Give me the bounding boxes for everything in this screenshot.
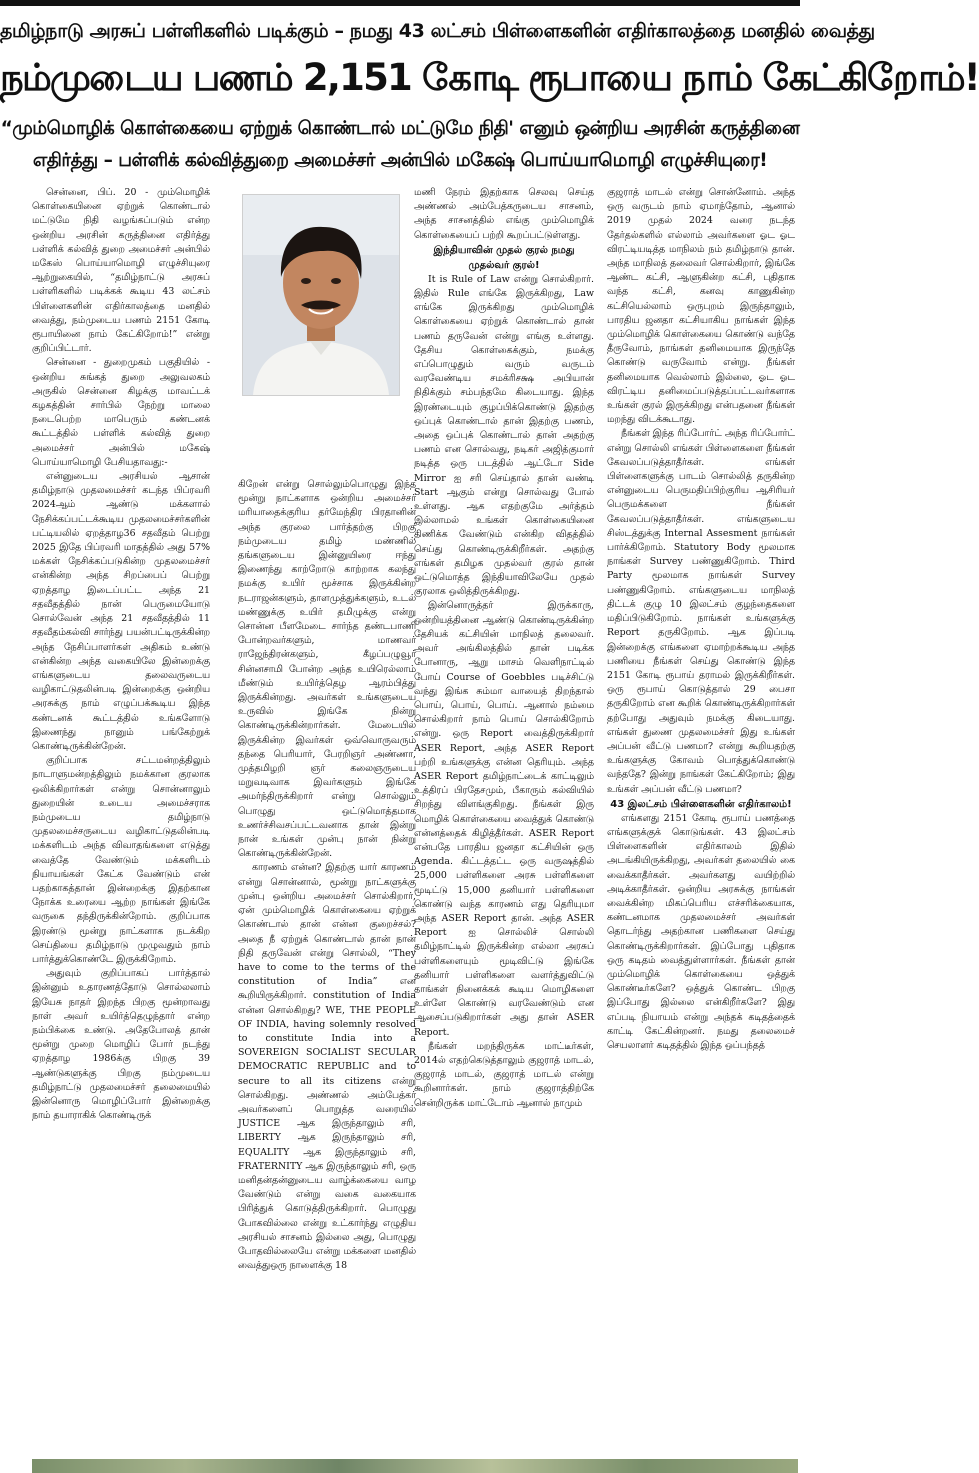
paragraph: இன்னொருத்தர் இருக்காரு, ஒன்றியத்தினை ஆண்டு கொண்டிருக்கின்ற தேசியக் கட்சியின் மாநிலத் தலைவர். அவர் அங்கிலத்தில் தான் படிக்க போனாரு, ஆறு மாசம் வெளிநாட்டில் போய் Course of Goebbles படிச்சிட்டு வந்து இங்க சும்மா வாயைத் திறந்தால் பொய், பொய், பொய். ஆனால் நம்மை சொல்கிறார் நாம் பொய் சொல்கிறோம் என்று. ஒரு Report வைத்திருக்கிறார் ASER Report, அந்த ASER Report பற்றி உங்களுக்கு என்ன தெரியும். அந்த ASER Report தமிழ்நாட்டைக் காட்டிலும் உத்திரப் பிரதேசமும், பீகாரும் கல்வியில் சிறந்து விளங்குகிறது. நீங்கள் இரு மொழிக் கொள்கையை வைத்துக் கொண்டு என்னத்தைக் கிழித்தீர்கள். ASER Report என்பதே பாரதிய ஜனதா கட்சியின் ஒரு Agenda. கிட்டத்தட்ட ஒரு வருஷத்தில் 25,000 பள்ளிகளை அரசு பள்ளிகளை மூடிட்டு 15,000 தனியார் பள்ளிகளை கொண்டு வந்த காரணம் எது தெரியுமா அந்த ASER Report தான். அந்த ASER Report ஐ சொல்லிச் சொல்லி தமிழ்நாட்டில் இருக்கின்ற எல்லா அரசுப் பள்ளிகளையும் மூடிவிட்டு இங்கே தனியார் பள்ளிகளை வளர்த்துவிட்டு தாங்கள் நினைக்கக் கூடிய மொழிகளை உள்ளே கொண்டு வரவேண்டும் என ஆசைப்படுகிறார்கள் அது தான் ASER Report.: [414, 600, 594, 1038]
paragraph: கிறேன் என்று சொல்லும்பொழுது இந்த மூன்று நாட்களாக ஒன்றிய அமைச்சர் மரியாதைக்குரிய தர்மேந்திர பிரதானின் அந்த குரலை பார்த்தற்கு பிறகு நம்முடைய தமிழ் மண்ணில் தங்களுடைய இன்னுயிரை ஈந்து இணைந்து காற்றோடு காற்றாக கலந்து நமக்கு உயிர் மூச்சாக இருக்கின்ற நடராஜன்களும், தாளமுத்துக்களும், உடல் மண்ணுக்கு உயிர் தமிழுக்கு என்று சொன்ன பீளமேடை சார்ந்த தண்டபாணி போன்றவர்களும், மாணவர் ராஜேந்திரன்களும், கீழப்பழுவூர் சின்னசாமி போன்ற அந்த உயிரெல்லாம் மீண்டும் உயிர்த்தெழ ஆரம்பித்து இருக்கின்றது. அவர்கள் உங்களுடைய உருவில் இங்கே நின்று கொண்டிருக்கின்றார்கள். மேடையில் இருக்கின்ற இவர்கள் ஒவ்வொருவரும் தந்தை பெரியார், பேரறிஞர் அண்ணா, முத்தமிழறி ஞர் கலைஞருடைய மறுவடிவாக இவர்களும் இங்கே அமர்ந்திருக்கிறார் என்று சொல்லும் பொழுது ஒட்டுமொத்தமாக உணர்ச்சிவசப்பட்டவனாக தான் இன்று நான் உங்கள் முன்பு நான் நின்று கொண்டிருக்கின்றேன்.: [238, 479, 416, 860]
paragraph: சென்னை - துறைமுகம் பகுதியில் - ஒன்றிய சுங்கத் துறை அலுவலகம் அருகில் சென்னை கிழக்கு மாவட்டக் கழகத்தின் சார்பில் நேற்று மாலை நடைபெற்ற மாபெரும் கண்டனக் கூட்டத்தில் பள்ளிக் கல்வித் துறை அமைச்சர் அன்பில் மகேஷ் பொய்யாமொழி பேசியதாவது:-: [32, 357, 210, 468]
subheadline-line-2: எதிர்த்து – பள்ளிக் கல்வித்துறை அமைச்சர் அன்பில் மகேஷ் பொய்யாமொழி எழுச்சியுரை!: [32, 150, 768, 171]
article-body: [32, 186, 798, 1456]
top-rule: [0, 0, 800, 6]
paragraph: நீங்கள் மறந்திருக்க மாட்டீர்கள், 2014ல் எதற்கெடுத்தாலும் குஜராத் மாடல், குஜராத் மாடல், குஜராத் மாடல் என்று கூறினார்கள். நாம் குஜராத்திற்கே சென்றிருக்க மாட்டோம் ஆனால் நாமும்: [414, 1040, 594, 1109]
column-4: [607, 186, 795, 1456]
paragraph: It is Rule of Law என்று சொல்கிறார். இதில் Rule எங்கே இருக்கிறது, Law எங்கே இருக்கிறது மும்மொழிக் கொள்கையை ஏற்றுக் கொண்டால் தான் பணம் தருவேன் என்று எங்கு உள்ளது. தேசிய கொள்கைக்கும், நமக்கு எப்பொழுதும் வரும் வருடம் வரவேண்டிய சமக்ரிசக்ஷ அபியான் நிதிக்கும் சம்பந்தமே கிடையாது. இந்த இரண்டையும் குழப்பிக்கொண்டு இதற்கு ஒப்புக் கொண்டால் தான் இதற்கு பணம், அதை ஒப்புக் கொண்டால் தான் அதற்கு பணம் என சொல்வது, நடிகர் அஜித்குமார் நடித்த ஒரு படத்தில் ஆட்டோ Side Mirror ஐ சரி செய்தால் தான் வண்டி Start ஆகும் என்று சொல்வது போல் உள்ளது. ஆக எதற்குமே அர்த்தம் இல்லாமல் உங்கள் கொள்கையினை திணிக்க வேண்டும் என்கிற விதத்தில் செய்து கொண்டிருக்கிறீர்கள். அதற்கு எங்கள் தமிழக முதல்வர் குரல் தான் ஒட்டுமொத்த இந்தியாவிலேயே முதல் குரலாக ஒலித்திருக்கிறது.: [414, 273, 594, 598]
paragraph: மணி நேரம் இதற்காக செலவு செய்த அண்ணல் அம்பேத்கருடைய சாசனம், அந்த சாசனத்தில் எங்கு மும்மொழிக் கொள்கையைப் பற்றி கூறப்பட்டுள்ளது.: [414, 187, 594, 241]
headline: நம்முடைய பணம் 2,151 கோடி ரூபாயை நாம் கேட்கிறோம்!: [0, 56, 979, 99]
paragraph: எங்களது 2151 கோடி ரூபாய் பணத்தை எங்களுக்குக் கொடுங்கள். 43 இலட்சம் பிள்ளைகளின் எதிர்காலம் இதில் அடங்கியிருக்கிறது, அவர்கள் தலையில் கை வைக்காதீர்கள். அவர்களது வயிற்றில் அடிக்காதீர்கள். ஒன்றிய அரசுக்கு நாங்கள் வைக்கின்ற மிகப்பெரிய எச்சரிக்கையாக, கண்டனமாக முதலமைச்சர் அவர்கள் தொடர்ந்து அதற்கான பணிகளை செய்து கொண்டிருக்கிறார்கள். இப்போது புதிதாக ஒரு கடிதம் வைத்துள்ளார்கள். நீங்கள் தான் மும்மொழிக் கொள்கையை ஒத்துக் கொண்டீர்களே? ஒத்துக் கொண்ட பிறகு இப்போது இல்லை என்கிறீர்களே? இது எப்படி நியாயம் என்று அந்தக் கடிதத்தைக் காட்டி கேட்கின்றனர். நமது தலைமைச் செயலாளர் கடிதத்தில் இந்த ஒப்பந்தத்: [607, 812, 795, 1051]
paragraph: அதுவும் குறிப்பாகப் பார்த்தால் இன்னும் உதாரணத்தோடு சொல்லலாம் இயேசு நாதர் இறந்த பிறகு மூன்றாவது நாள் அவர் உயிர்த்தெழுந்தார் என்ற நம்பிக்கை உண்டு. அதேபோலத் தான் மூன்று முறை மொழிப் போர் நடந்து ஏறத்தாழ 1986க்கு பிறகு 39 ஆண்டுகளுக்கு பிறகு நம்முடைய தமிழ்நாட்டு முதலமைச்சர் தலைமையில் இன்னொரு மொழிப்போர் இன்றைக்கு நாம் தயாராகிக் கொண்டிருக்: [32, 968, 210, 1122]
column-2: [238, 186, 416, 1456]
column-2-text: [238, 478, 416, 1273]
paragraph: குறிப்பாக சட்டமன்றத்திலும் நாடாளுமன்றத்திலும் நமக்கான குரலாக ஒலிக்கிறார்கள் என்று சொன்னாலும் துறையின் உடைய அமைச்சராக நம்முடைய தமிழ்நாடு முதலமைச்சருடைய வழிகாட்டுதலின்படி மக்களிடம் அந்த விவாதங்களை எடுத்து வைத்தே வேண்டும் மக்களிடம் நியாயங்கள் கேட்க வேண்டும் என் பதற்காகத்தான் இன்றைக்கு இதற்கான நோக்க உரையை ஆற்ற நாங்கள் இங்கே வருகை தந்திருக்கின்றோம். குறிப்பாக இரண்டு மூன்று நாட்களாக நடக்கிற செய்தியை தமிழ்நாடு முழுவதும் நாம் பார்த்துக்கொண்டே இருக்கிறோம்.: [32, 755, 210, 965]
paragraph: நீங்கள் இந்த ரிப்போர்ட் அந்த ரிப்போர்ட் என்று சொல்லி எங்கள் பிள்ளைகளை நீங்கள் கேவலப்படுத்தாதீர்கள். எங்கள் பிள்ளைகளுக்கு பாடம் சொல்லித் தருகின்ற என்னுடைய பெருமதிப்பிற்குரிய ஆசிரியர் பெருமக்களை நீங்கள் கேவலப்படுத்தாதீர்கள். எங்களுடைய சிஸ்டத்துக்கு Internal Assesment நாங்கள் பார்க்கிறோம். Statutory Body மூலமாக நாங்கள் Survey பண்ணுகிறோம். Third Party மூலமாக நாங்கள் Survey பண்ணுகிறோம். எங்களுடைய மாநிலத் திட்டக் குழு 10 இலட்சம் குழந்தைகளை மதிப்பிடுகிறோம். நாங்கள் உங்களுக்கு Report தருகிறோம். ஆக இப்படி இன்றைக்கு எங்களை ஏமாற்றக்கூடிய அந்த பணியை நீங்கள் செய்து கொண்டு இந்த 2151 கோடி ரூபாய் தராமல் இருக்கிறீர்கள். ஒரு ரூபாய் கொடுத்தால் 29 பைசா தருகிறோம் என கூறிக் கொண்டிருக்கிறார்கள் தற்போது அதுவும் நமக்கு கிடையாது. எங்கள் துணை முதலமைச்சர் இது உங்கள் அப்பன் வீட்டு பணமா? என்று கூறியதற்கு உங்களுக்கு கோவம் பொத்துக்கொண்டு வந்ததே? இன்று நாங்கள் கேட்கிறோம்; இது உங்கள் அப்பன் வீட்டு பணமா?: [607, 428, 795, 795]
bottom-image-strip: [32, 1459, 798, 1473]
kicker-line: தமிழ்நாடு அரசுப் பள்ளிகளில் படிக்கும் – நமது 43 லட்சம் பிள்ளைகளின் எதிர்காலத்தை மனதில் வைத்து: [0, 20, 875, 42]
subheadline-line-1: “மும்மொழிக் கொள்கையை ஏற்றுக் கொண்டால் மட்டுமே நிதி' எனும் ஒன்றிய அரசின் கருத்தினை: [0, 118, 800, 139]
column-1: [32, 186, 210, 1456]
section-subhead: இந்தியாவின் முதல் குரல் நமது முதல்வர் குரல்!: [433, 244, 575, 271]
paragraph: குஜராத் மாடல் என்று சொன்னோம். அந்த ஒரு வருடம் நாம் ஏமாந்தோம், ஆனால் 2019 முதல் 2024 வரை நடந்த தேர்தல்களில் எல்லாம் அவர்களை ஓட ஓட விரட்டியடித்த மாநிலம் நம் தமிழ்நாடு தான். அந்த மாநிலத் தலைவர் சொல்கிறார், இங்கே ஆண்ட கட்சி, ஆளுகின்ற கட்சி, புதிதாக வந்த கட்சி, கனவு காணுகின்ற கட்சியெல்லாம் ஒருபுறம் இருந்தாலும், பாரதிய ஜனதா கட்சியாகிய நாங்கள் இந்த மும்மொழிக் கொள்கையை கொண்டு வந்தே தீருவோம், நாங்கள் தனிமையாக இருந்தே கொண்டு வருவோம் என்று. நீங்கள் தனிமையாக வெல்லாம் இல்லை, ஓட ஓட விரட்டிய தனிமைப்படுத்தப்பட்டவர்களாக உங்கள் குரல் இருக்கிறது என்பதனை நீங்கள் மறந்து விடக்கூடாது.: [607, 187, 795, 426]
paragraph: என்னுடைய அரசியல் ஆசான் தமிழ்நாடு முதலமைச்சர் கடந்த பிப்ரவரி 2024ஆம் ஆண்டு மக்களால் நேசிக்கப்பட்டக்கூடிய முதலமைச்சர்களின் பட்டியலில் ஏறத்தாழ36 சதவீதம் பெற்று 2025 இதே பிப்ரவரி மாதத்தில் அது 57% மக்கள் நேசிக்கப்படுகின்ற முதலமைச்சர் என்கின்ற அந்த சிறப்பைப் பெற்று ஏறத்தாழ இடைப்பட்ட அந்த 21 சதவீதத்தில் நான் பெருமையோடு சொல்வேன் அந்த 21 சதவீதத்தில் 11 சதவீதம்கல்வி சார்ந்து பயன்பட்டிருக்கின்ற அந்த நேசிப்பாளர்கள் அதிகம் உண்டு என்கின்ற அந்த வகையிலே இன்றைக்கு எங்களுடைய தலைவருடைய வழிகாட்டுதலின்படி இன்றைக்கு ஒன்றிய அரசுக்கு நாம் எழுப்பக்கூடிய இந்த கண்டனக் கூட்டத்தில் உங்களோடு இணைந்து நானும் பங்கேற்றுக் கொண்டிருக்கின்றேன்.: [32, 471, 210, 752]
section-subhead: 43 இலட்சம் பிள்ளைகளின் எதிர்காலம்!: [610, 798, 792, 810]
column-3: [414, 186, 594, 1456]
paragraph: சென்னை, பிப். 20 - மும்மொழிக் கொள்கையினை ஏற்றுக் கொண்டால் மட்டுமே நிதி வழங்கப்படும் என்ற ஒன்றிய அரசின் கருத்தினை எதிர்த்து பள்ளிக் கல்வித் துறை அமைச்சர் அன்பில் மகேஸ் பொய்யாமொழி எழுச்சியுரை ஆற்றுகையில், “தமிழ்நாட்டு அரசுப் பள்ளிகளில் படிக்கக் கூடிய 43 லட்சம் பிள்ளைகளின் எதிர்காலத்தை மனதில் வைத்து, நம்முடைய பணம் 2151 கோடி ரூபாயினை நாம் கேட்கிறோம்!” என்று குறிப்பிட்டார்.: [32, 187, 210, 355]
paragraph: காரணம் என்ன? இதற்கு யார் காரணம் என்று சொன்னால், மூன்று நாட்களுக்கு முன்பு ஒன்றிய அமைச்சர் சொல்கிறார், ஏன் மும்மொழிக் கொள்கையை ஏற்றுக் கொண்டால் தான் என்ன குறைச்சல்? அதை நீ ஏற்றுக் கொண்டால் தான் நான் நிதி தருவேன் என்று சொல்லி, “They have to come to the terms of the constitution of India” என கூறியிருக்கிறார். constitution of India என்ன சொல்கிறது? WE, THE PEOPLE OF INDIA, having solemnly resolved to constitute India into a SOVEREIGN SOCIALIST SECULAR DEMOCRATIC REPUBLIC and to secure to all its citizens என்று சொல்கிறது. அண்ணல் அம்பேத்கர் அவர்களைப் பொறுத்த வரையில் JUSTICE ஆக இருந்தாலும் சரி, LIBERTY ஆக இருந்தாலும் சரி, EQUALITY ஆக இருந்தாலும் சரி, FRATERNITY ஆக இருந்தாலும் சரி, ஒரு மனிதன்தன்னுடைய வாழ்க்கையை வாழ வேண்டும் என்று வகை வகையாக பிரித்துக் கொடுத்திருக்கிறார். பொழுது போகவில்லை என்று உட்கார்ந்து எழுதிய அரசியல் சாசனம் இல்லை அது, பொழுது போதவில்லையே என்று மக்களை மனதில் வைத்துஒரு நாளைக்கு 18: [238, 862, 416, 1272]
